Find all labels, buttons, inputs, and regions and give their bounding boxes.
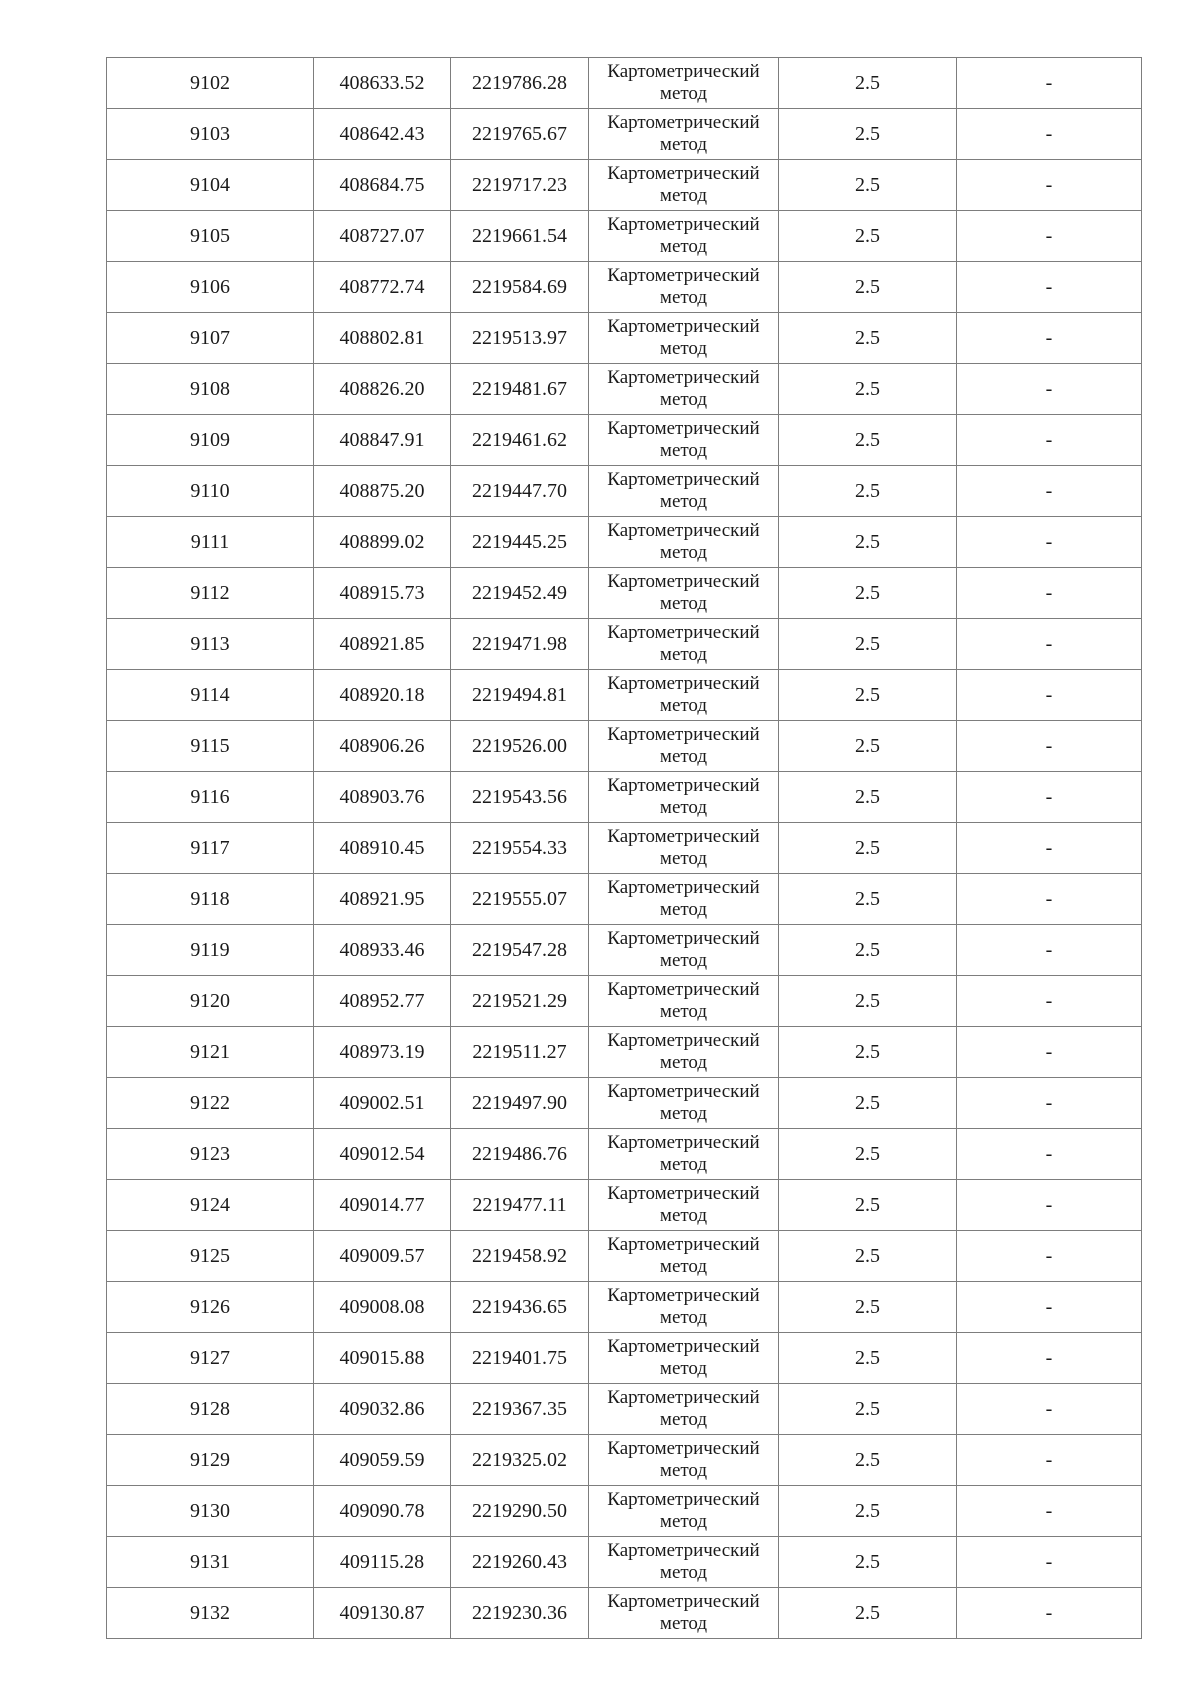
x-coordinate-cell: 408921.85 (314, 619, 451, 670)
y-coordinate-cell: 2219661.54 (451, 211, 589, 262)
table-row (107, 976, 1142, 1027)
accuracy-cell: 2.5 (779, 1129, 957, 1180)
method-cell (589, 721, 779, 772)
method-line-2: метод (659, 644, 708, 665)
table-row (107, 1282, 1142, 1333)
accuracy-cell: 2.5 (779, 1384, 957, 1435)
x-coordinate-cell: 409032.86 (314, 1384, 451, 1435)
note-cell: - (957, 1486, 1142, 1537)
accuracy-cell: 2.5 (779, 1333, 957, 1384)
accuracy-cell: 2.5 (779, 1588, 957, 1639)
accuracy-cell: 2.5 (779, 874, 957, 925)
method-cell (589, 262, 779, 313)
accuracy-cell: 2.5 (779, 364, 957, 415)
method-cell (589, 772, 779, 823)
accuracy-cell: 2.5 (779, 262, 957, 313)
method-line-2: метод (659, 338, 708, 359)
y-coordinate-cell: 2219511.27 (451, 1027, 589, 1078)
accuracy-cell: 2.5 (779, 1486, 957, 1537)
method-line-2: метод (659, 1205, 708, 1226)
method-cell (589, 823, 779, 874)
method-cell (589, 976, 779, 1027)
method-line-2: метод (659, 236, 708, 257)
method-cell (589, 1333, 779, 1384)
x-coordinate-cell: 408920.18 (314, 670, 451, 721)
x-coordinate-cell: 408684.75 (314, 160, 451, 211)
method-cell (589, 670, 779, 721)
note-cell: - (957, 670, 1142, 721)
point-number-cell: 9131 (107, 1537, 314, 1588)
table-row (107, 1435, 1142, 1486)
note-cell: - (957, 1537, 1142, 1588)
table-row (107, 1588, 1142, 1639)
table-row (107, 262, 1142, 313)
accuracy-cell: 2.5 (779, 58, 957, 109)
note-cell: - (957, 58, 1142, 109)
method-cell (589, 58, 779, 109)
table-row (107, 721, 1142, 772)
table-row (107, 1129, 1142, 1180)
y-coordinate-cell: 2219513.97 (451, 313, 589, 364)
point-number-cell: 9130 (107, 1486, 314, 1537)
point-number-cell: 9126 (107, 1282, 314, 1333)
method-line-2: метод (659, 1154, 708, 1175)
method-cell (589, 517, 779, 568)
note-cell: - (957, 364, 1142, 415)
point-number-cell: 9103 (107, 109, 314, 160)
method-line-2: метод (659, 695, 708, 716)
y-coordinate-cell: 2219325.02 (451, 1435, 589, 1486)
accuracy-cell: 2.5 (779, 466, 957, 517)
method-line-2: метод (659, 1409, 708, 1430)
y-coordinate-cell: 2219436.65 (451, 1282, 589, 1333)
accuracy-cell: 2.5 (779, 109, 957, 160)
x-coordinate-cell: 409130.87 (314, 1588, 451, 1639)
method-cell (589, 1027, 779, 1078)
x-coordinate-cell: 409014.77 (314, 1180, 451, 1231)
method-line-2: метод (659, 1001, 708, 1022)
note-cell: - (957, 1027, 1142, 1078)
accuracy-cell: 2.5 (779, 772, 957, 823)
method-line-2: метод (659, 542, 708, 563)
method-cell (589, 568, 779, 619)
method-line-1: Картометрический (607, 418, 760, 439)
note-cell: - (957, 262, 1142, 313)
method-line-2: метод (659, 746, 708, 767)
note-cell: - (957, 721, 1142, 772)
table-row (107, 874, 1142, 925)
note-cell: - (957, 313, 1142, 364)
method-line-2: метод (659, 491, 708, 512)
accuracy-cell: 2.5 (779, 517, 957, 568)
x-coordinate-cell: 408847.91 (314, 415, 451, 466)
x-coordinate-cell: 408903.76 (314, 772, 451, 823)
accuracy-cell: 2.5 (779, 1078, 957, 1129)
method-line-2: метод (659, 1103, 708, 1124)
method-cell (589, 211, 779, 262)
accuracy-cell: 2.5 (779, 415, 957, 466)
method-cell (589, 1129, 779, 1180)
x-coordinate-cell: 408973.19 (314, 1027, 451, 1078)
coordinates-table (106, 57, 1142, 1639)
accuracy-cell: 2.5 (779, 1537, 957, 1588)
method-cell (589, 1078, 779, 1129)
method-cell (589, 1180, 779, 1231)
method-line-1: Картометрический (607, 1285, 760, 1306)
table-row (107, 1027, 1142, 1078)
note-cell: - (957, 1588, 1142, 1639)
method-line-1: Картометрический (607, 877, 760, 898)
x-coordinate-cell: 408802.81 (314, 313, 451, 364)
method-line-1: Картометрический (607, 469, 760, 490)
table-row (107, 1486, 1142, 1537)
y-coordinate-cell: 2219547.28 (451, 925, 589, 976)
y-coordinate-cell: 2219526.00 (451, 721, 589, 772)
note-cell: - (957, 1384, 1142, 1435)
y-coordinate-cell: 2219458.92 (451, 1231, 589, 1282)
y-coordinate-cell: 2219481.67 (451, 364, 589, 415)
y-coordinate-cell: 2219445.25 (451, 517, 589, 568)
method-cell (589, 415, 779, 466)
point-number-cell: 9114 (107, 670, 314, 721)
method-line-1: Картометрический (607, 928, 760, 949)
table-row (107, 517, 1142, 568)
y-coordinate-cell: 2219486.76 (451, 1129, 589, 1180)
note-cell: - (957, 160, 1142, 211)
note-cell: - (957, 1129, 1142, 1180)
method-line-1: Картометрический (607, 1081, 760, 1102)
note-cell: - (957, 568, 1142, 619)
accuracy-cell: 2.5 (779, 976, 957, 1027)
point-number-cell: 9124 (107, 1180, 314, 1231)
method-line-1: Картометрический (607, 367, 760, 388)
method-cell (589, 160, 779, 211)
x-coordinate-cell: 409115.28 (314, 1537, 451, 1588)
method-line-1: Картометрический (607, 316, 760, 337)
x-coordinate-cell: 409009.57 (314, 1231, 451, 1282)
table-row (107, 313, 1142, 364)
method-line-1: Картометрический (607, 979, 760, 1000)
table-row (107, 1180, 1142, 1231)
y-coordinate-cell: 2219497.90 (451, 1078, 589, 1129)
table-row (107, 58, 1142, 109)
table-row (107, 415, 1142, 466)
note-cell: - (957, 1078, 1142, 1129)
point-number-cell: 9107 (107, 313, 314, 364)
method-cell (589, 925, 779, 976)
point-number-cell: 9108 (107, 364, 314, 415)
point-number-cell: 9117 (107, 823, 314, 874)
point-number-cell: 9127 (107, 1333, 314, 1384)
method-line-1: Картометрический (607, 1336, 760, 1357)
x-coordinate-cell: 409012.54 (314, 1129, 451, 1180)
x-coordinate-cell: 408952.77 (314, 976, 451, 1027)
point-number-cell: 9104 (107, 160, 314, 211)
method-line-2: метод (659, 797, 708, 818)
method-line-1: Картометрический (607, 1540, 760, 1561)
note-cell: - (957, 619, 1142, 670)
y-coordinate-cell: 2219477.11 (451, 1180, 589, 1231)
accuracy-cell: 2.5 (779, 160, 957, 211)
note-cell: - (957, 925, 1142, 976)
y-coordinate-cell: 2219521.29 (451, 976, 589, 1027)
method-line-1: Картометрический (607, 1030, 760, 1051)
x-coordinate-cell: 408642.43 (314, 109, 451, 160)
method-line-2: метод (659, 1307, 708, 1328)
x-coordinate-cell: 409015.88 (314, 1333, 451, 1384)
point-number-cell: 9121 (107, 1027, 314, 1078)
point-number-cell: 9116 (107, 772, 314, 823)
point-number-cell: 9113 (107, 619, 314, 670)
note-cell: - (957, 517, 1142, 568)
method-line-1: Картометрический (607, 724, 760, 745)
y-coordinate-cell: 2219401.75 (451, 1333, 589, 1384)
note-cell: - (957, 466, 1142, 517)
y-coordinate-cell: 2219543.56 (451, 772, 589, 823)
point-number-cell: 9129 (107, 1435, 314, 1486)
point-number-cell: 9110 (107, 466, 314, 517)
method-line-1: Картометрический (607, 163, 760, 184)
table-row (107, 1078, 1142, 1129)
table-row (107, 466, 1142, 517)
accuracy-cell: 2.5 (779, 619, 957, 670)
y-coordinate-cell: 2219260.43 (451, 1537, 589, 1588)
y-coordinate-cell: 2219290.50 (451, 1486, 589, 1537)
method-line-1: Картометрический (607, 112, 760, 133)
y-coordinate-cell: 2219765.67 (451, 109, 589, 160)
point-number-cell: 9125 (107, 1231, 314, 1282)
method-line-2: метод (659, 389, 708, 410)
y-coordinate-cell: 2219717.23 (451, 160, 589, 211)
note-cell: - (957, 1282, 1142, 1333)
x-coordinate-cell: 408933.46 (314, 925, 451, 976)
method-line-2: метод (659, 1052, 708, 1073)
method-line-2: метод (659, 1460, 708, 1481)
y-coordinate-cell: 2219555.07 (451, 874, 589, 925)
table-row (107, 109, 1142, 160)
x-coordinate-cell: 408875.20 (314, 466, 451, 517)
accuracy-cell: 2.5 (779, 1180, 957, 1231)
table-row (107, 364, 1142, 415)
method-cell (589, 1282, 779, 1333)
method-cell (589, 1588, 779, 1639)
point-number-cell: 9106 (107, 262, 314, 313)
method-line-1: Картометрический (607, 1591, 760, 1612)
y-coordinate-cell: 2219471.98 (451, 619, 589, 670)
method-line-1: Картометрический (607, 214, 760, 235)
table-row (107, 823, 1142, 874)
point-number-cell: 9120 (107, 976, 314, 1027)
accuracy-cell: 2.5 (779, 925, 957, 976)
method-line-2: метод (659, 1511, 708, 1532)
x-coordinate-cell: 408906.26 (314, 721, 451, 772)
point-number-cell: 9111 (107, 517, 314, 568)
table-row (107, 1333, 1142, 1384)
note-cell: - (957, 211, 1142, 262)
method-cell (589, 619, 779, 670)
note-cell: - (957, 109, 1142, 160)
table-row (107, 619, 1142, 670)
x-coordinate-cell: 408633.52 (314, 58, 451, 109)
x-coordinate-cell: 408921.95 (314, 874, 451, 925)
accuracy-cell: 2.5 (779, 670, 957, 721)
method-cell (589, 466, 779, 517)
accuracy-cell: 2.5 (779, 1282, 957, 1333)
method-line-2: метод (659, 593, 708, 614)
point-number-cell: 9102 (107, 58, 314, 109)
point-number-cell: 9119 (107, 925, 314, 976)
point-number-cell: 9115 (107, 721, 314, 772)
method-line-2: метод (659, 287, 708, 308)
accuracy-cell: 2.5 (779, 313, 957, 364)
method-cell (589, 364, 779, 415)
accuracy-cell: 2.5 (779, 211, 957, 262)
point-number-cell: 9132 (107, 1588, 314, 1639)
y-coordinate-cell: 2219230.36 (451, 1588, 589, 1639)
method-cell (589, 1435, 779, 1486)
x-coordinate-cell: 409090.78 (314, 1486, 451, 1537)
x-coordinate-cell: 408910.45 (314, 823, 451, 874)
table-row (107, 670, 1142, 721)
method-line-1: Картометрический (607, 1132, 760, 1153)
method-line-1: Картометрический (607, 775, 760, 796)
point-number-cell: 9105 (107, 211, 314, 262)
method-line-2: метод (659, 1358, 708, 1379)
table-row (107, 925, 1142, 976)
coordinates-table-body (107, 58, 1142, 1639)
table-row (107, 1537, 1142, 1588)
note-cell: - (957, 874, 1142, 925)
method-line-2: метод (659, 1562, 708, 1583)
point-number-cell: 9112 (107, 568, 314, 619)
method-line-2: метод (659, 1613, 708, 1634)
method-cell (589, 874, 779, 925)
y-coordinate-cell: 2219786.28 (451, 58, 589, 109)
method-line-1: Картометрический (607, 1387, 760, 1408)
method-line-1: Картометрический (607, 571, 760, 592)
x-coordinate-cell: 408899.02 (314, 517, 451, 568)
accuracy-cell: 2.5 (779, 568, 957, 619)
method-line-2: метод (659, 134, 708, 155)
accuracy-cell: 2.5 (779, 1231, 957, 1282)
method-line-1: Картометрический (607, 1489, 760, 1510)
point-number-cell: 9128 (107, 1384, 314, 1435)
method-line-1: Картометрический (607, 61, 760, 82)
note-cell: - (957, 823, 1142, 874)
note-cell: - (957, 1435, 1142, 1486)
y-coordinate-cell: 2219452.49 (451, 568, 589, 619)
table-row (107, 568, 1142, 619)
method-line-1: Картометрический (607, 826, 760, 847)
note-cell: - (957, 772, 1142, 823)
method-line-2: метод (659, 848, 708, 869)
method-line-2: метод (659, 950, 708, 971)
point-number-cell: 9122 (107, 1078, 314, 1129)
y-coordinate-cell: 2219447.70 (451, 466, 589, 517)
method-line-1: Картометрический (607, 1183, 760, 1204)
table-row (107, 160, 1142, 211)
method-cell (589, 313, 779, 364)
note-cell: - (957, 1180, 1142, 1231)
table-row (107, 1384, 1142, 1435)
method-line-2: метод (659, 440, 708, 461)
method-line-2: метод (659, 83, 708, 104)
method-cell (589, 1486, 779, 1537)
x-coordinate-cell: 408772.74 (314, 262, 451, 313)
x-coordinate-cell: 409059.59 (314, 1435, 451, 1486)
x-coordinate-cell: 409002.51 (314, 1078, 451, 1129)
method-line-1: Картометрический (607, 520, 760, 541)
method-cell (589, 1231, 779, 1282)
method-line-1: Картометрический (607, 622, 760, 643)
note-cell: - (957, 976, 1142, 1027)
accuracy-cell: 2.5 (779, 721, 957, 772)
y-coordinate-cell: 2219494.81 (451, 670, 589, 721)
x-coordinate-cell: 408826.20 (314, 364, 451, 415)
point-number-cell: 9118 (107, 874, 314, 925)
point-number-cell: 9109 (107, 415, 314, 466)
table-row (107, 211, 1142, 262)
x-coordinate-cell: 408727.07 (314, 211, 451, 262)
method-line-1: Картометрический (607, 673, 760, 694)
y-coordinate-cell: 2219584.69 (451, 262, 589, 313)
x-coordinate-cell: 409008.08 (314, 1282, 451, 1333)
point-number-cell: 9123 (107, 1129, 314, 1180)
y-coordinate-cell: 2219554.33 (451, 823, 589, 874)
method-cell (589, 1537, 779, 1588)
table-row (107, 1231, 1142, 1282)
method-cell (589, 109, 779, 160)
note-cell: - (957, 1231, 1142, 1282)
accuracy-cell: 2.5 (779, 1435, 957, 1486)
y-coordinate-cell: 2219461.62 (451, 415, 589, 466)
method-line-2: метод (659, 1256, 708, 1277)
y-coordinate-cell: 2219367.35 (451, 1384, 589, 1435)
method-line-1: Картометрический (607, 1234, 760, 1255)
x-coordinate-cell: 408915.73 (314, 568, 451, 619)
note-cell: - (957, 1333, 1142, 1384)
method-line-1: Картометрический (607, 1438, 760, 1459)
method-line-1: Картометрический (607, 265, 760, 286)
method-line-2: метод (659, 185, 708, 206)
table-row (107, 772, 1142, 823)
accuracy-cell: 2.5 (779, 1027, 957, 1078)
note-cell: - (957, 415, 1142, 466)
accuracy-cell: 2.5 (779, 823, 957, 874)
method-cell (589, 1384, 779, 1435)
method-line-2: метод (659, 899, 708, 920)
